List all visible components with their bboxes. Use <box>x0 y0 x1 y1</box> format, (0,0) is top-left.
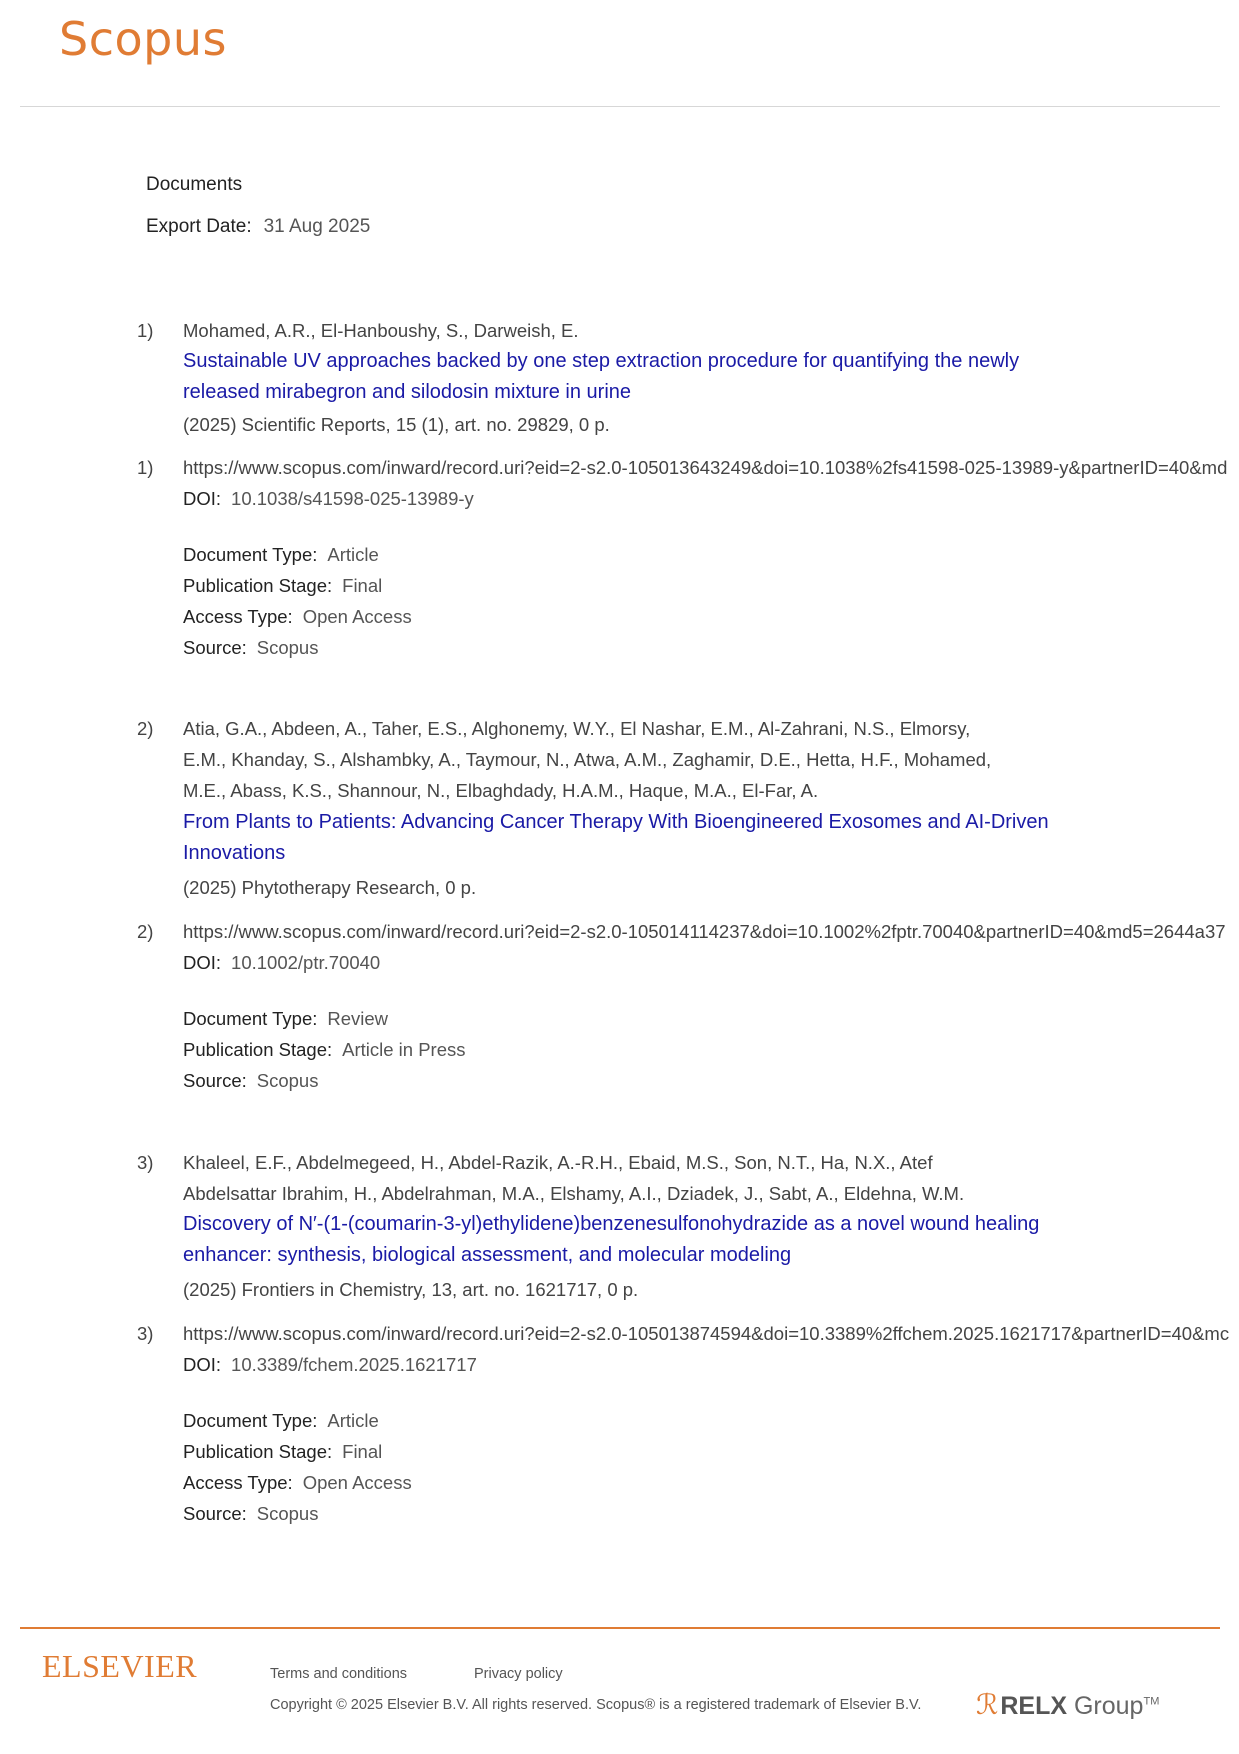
doi-label: DOI: <box>183 952 222 973</box>
field-value: Final <box>342 575 383 596</box>
record-url[interactable]: https://www.scopus.com/inward/record.uri?eid=2-s2.0-105013643249&doi=10.1038%2fs41598-025-13989-y&partnerID=40&md <box>183 457 1228 478</box>
field-value: Review <box>327 1008 389 1029</box>
record-field <box>183 1441 382 1463</box>
field-label: Access Type: <box>183 606 293 627</box>
field-label: Publication Stage: <box>183 1441 333 1462</box>
record-authors: E.M., Khanday, S., Alshambky, A., Taymour, N., Atwa, A.M., Zaghamir, D.E., Hetta, H.F., Mohamed, <box>183 749 992 770</box>
record-title-line[interactable]: Discovery of N′-(1-(coumarin-3-yl)ethylidene)benzenesulfonohydrazide as a novel wound healing <box>183 1213 1040 1235</box>
record-title-line[interactable]: released mirabegron and silodosin mixture in urine <box>183 381 632 403</box>
field-value: Open Access <box>302 1472 412 1493</box>
relx-trademark: TM <box>1143 1695 1160 1708</box>
record-source: (2025) Phytotherapy Research, 0 p. <box>183 877 477 898</box>
relx-wordmark-light: Group <box>1067 1692 1144 1720</box>
relx-wordmark-bold: RELX <box>1000 1692 1068 1720</box>
record-field <box>183 1472 412 1494</box>
record-authors: Khaleel, E.F., Abdelmegeed, H., Abdel-Razik, A.-R.H., Ebaid, M.S., Son, N.T., Ha, N.X., Atef <box>183 1152 933 1173</box>
doi-value[interactable]: 10.1038/s41598-025-13989-y <box>231 488 474 509</box>
field-value: Scopus <box>256 1070 319 1091</box>
export-date <box>146 216 370 238</box>
record-doi <box>183 1354 477 1376</box>
scopus-logo[interactable]: Scopus <box>59 12 227 66</box>
record-field <box>183 544 379 566</box>
field-value: Scopus <box>256 637 319 658</box>
doi-value[interactable]: 10.1002/ptr.70040 <box>231 952 381 973</box>
record-number: 2) <box>137 921 154 942</box>
relx-mark-icon: ℛ <box>976 1688 999 1721</box>
relx-logo[interactable] <box>976 1688 1159 1721</box>
footer-divider <box>20 1627 1220 1629</box>
record-field <box>183 1008 388 1030</box>
record-doi <box>183 952 380 974</box>
doi-label: DOI: <box>183 488 222 509</box>
record-source: (2025) Scientific Reports, 15 (1), art. no. 29829, 0 p. <box>183 414 610 435</box>
record-authors: Atia, G.A., Abdeen, A., Taher, E.S., Alghonemy, W.Y., El Nashar, E.M., Al-Zahrani, N.S., Elmorsy, <box>183 718 971 739</box>
record-number: 1) <box>137 457 154 478</box>
elsevier-logo[interactable]: ELSEVIER <box>42 1648 198 1684</box>
field-label: Source: <box>183 1503 247 1524</box>
terms-link[interactable]: Terms and conditions <box>270 1666 408 1682</box>
record-number: 2) <box>137 718 154 739</box>
record-title-line[interactable]: Innovations <box>183 842 286 864</box>
field-value: Scopus <box>256 1503 319 1524</box>
record-field <box>183 637 318 659</box>
record-field <box>183 1039 466 1061</box>
copyright-text: Copyright © 2025 Elsevier B.V. All rights reserved. Scopus® is a registered trademark of Elsevier B.V. <box>270 1697 922 1713</box>
export-date-label: Export Date: <box>146 216 252 237</box>
field-label: Publication Stage: <box>183 575 333 596</box>
record-authors: Abdelsattar Ibrahim, H., Abdelrahman, M.A., Elshamy, A.I., Dziadek, J., Sabt, A., Eldehna, W.M. <box>183 1183 965 1204</box>
field-label: Access Type: <box>183 1472 293 1493</box>
record-title-line[interactable]: Sustainable UV approaches backed by one step extraction procedure for quantifying the newly <box>183 350 1020 372</box>
record-number: 1) <box>137 320 154 341</box>
record-title-line[interactable]: enhancer: synthesis, biological assessment, and molecular modeling <box>183 1244 792 1266</box>
record-url[interactable]: https://www.scopus.com/inward/record.uri?eid=2-s2.0-105014114237&doi=10.1002%2fptr.70040&partnerID=40&md5=2644a37 <box>183 921 1226 942</box>
documents-heading: Documents <box>146 174 243 195</box>
record-field <box>183 606 412 628</box>
field-label: Source: <box>183 1070 247 1091</box>
field-label: Source: <box>183 637 247 658</box>
record-url[interactable]: https://www.scopus.com/inward/record.uri?eid=2-s2.0-105013874594&doi=10.3389%2ffchem.2025.1621717&partnerID=40&mc <box>183 1323 1230 1344</box>
record-field <box>183 575 382 597</box>
record-source: (2025) Frontiers in Chemistry, 13, art. no. 1621717, 0 p. <box>183 1279 639 1300</box>
export-date-value: 31 Aug 2025 <box>263 216 371 237</box>
field-value: Final <box>342 1441 383 1462</box>
record-authors: M.E., Abass, K.S., Shannour, N., Elbaghdady, H.A.M., Haque, M.A., El-Far, A. <box>183 780 819 801</box>
field-label: Publication Stage: <box>183 1039 333 1060</box>
field-label: Document Type: <box>183 1008 318 1029</box>
field-label: Document Type: <box>183 1410 318 1431</box>
field-value: Open Access <box>302 606 412 627</box>
field-value: Article in Press <box>342 1039 466 1060</box>
record-field <box>183 1503 318 1525</box>
header-divider <box>20 106 1220 107</box>
field-value: Article <box>327 544 379 565</box>
doi-value[interactable]: 10.3389/fchem.2025.1621717 <box>231 1354 477 1375</box>
privacy-link[interactable]: Privacy policy <box>474 1666 563 1682</box>
record-field <box>183 1410 379 1432</box>
record-number: 3) <box>137 1323 154 1344</box>
record-authors: Mohamed, A.R., El-Hanboushy, S., Darweish, E. <box>183 320 579 341</box>
field-value: Article <box>327 1410 379 1431</box>
record-doi <box>183 488 474 510</box>
doi-label: DOI: <box>183 1354 222 1375</box>
record-field <box>183 1070 318 1092</box>
record-title-line[interactable]: From Plants to Patients: Advancing Cancer Therapy With Bioengineered Exosomes and AI-Driven <box>183 811 1049 833</box>
record-number: 3) <box>137 1152 154 1173</box>
field-label: Document Type: <box>183 544 318 565</box>
